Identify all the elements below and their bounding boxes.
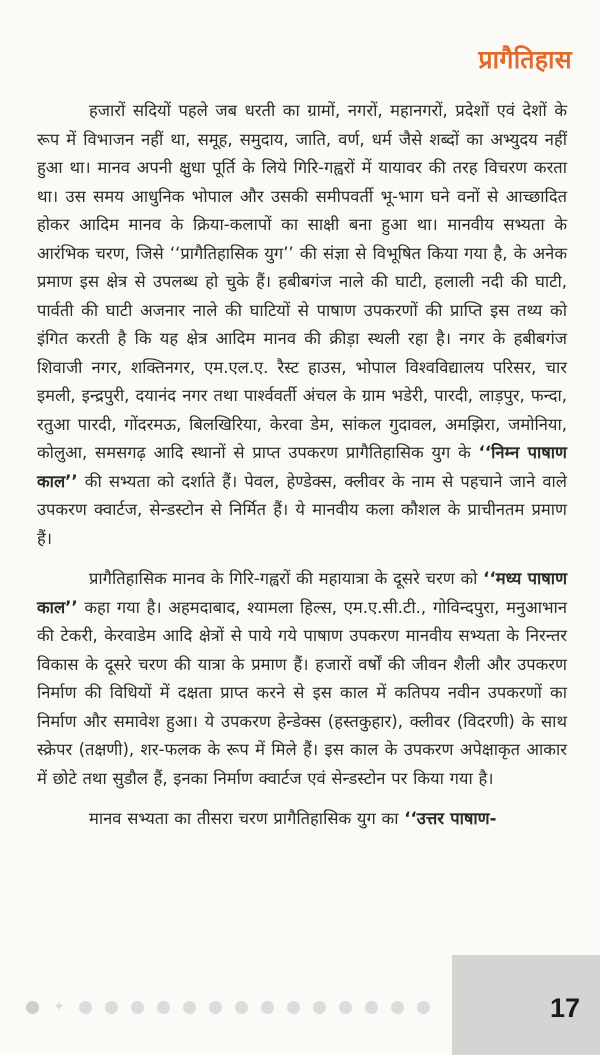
dot-icon <box>235 1001 248 1014</box>
dot-icon <box>105 1001 118 1014</box>
page-title: प्रागैतिहास <box>478 45 572 74</box>
paragraph-3-text: मानव सभ्यता का तीसरा चरण प्रागैतिहासिक युग का <box>89 809 405 828</box>
dot-icon <box>287 1001 300 1014</box>
paragraph-3-emphasis: ‘‘उत्तर पाषाण- <box>404 809 497 828</box>
paragraph-2-emphasis: ‘‘मध्य पाषाण काल’’ <box>37 569 567 617</box>
dot-icon <box>131 1001 144 1014</box>
dot-icon <box>339 1001 352 1014</box>
dot-icon <box>417 1001 430 1014</box>
paragraph-1-emphasis: ‘‘निम्न पाषाण काल’’ <box>37 443 567 491</box>
body-text <box>37 97 567 834</box>
decorative-dots <box>26 1000 430 1014</box>
paragraph-1-text-cont: की सभ्यता को दर्शाते हैं। पेवल, हेण्डेक्स, क्लीवर के नाम से पहचाने जाने वाले उपकरण क्वार्टज, सेन्डस्टोन से निर्मित हैं। ये मानवीय कला कौशल के प्राचीनतम प्रमाण हैं। <box>37 471 567 548</box>
dot-icon <box>365 1001 378 1014</box>
paragraph-2 <box>37 565 567 793</box>
page-number: 17 <box>549 993 580 1023</box>
dot-icon <box>157 1001 170 1014</box>
paragraph-3 <box>37 805 567 834</box>
dot-icon <box>313 1001 326 1014</box>
dot-icon <box>391 1001 404 1014</box>
dot-icon <box>261 1001 274 1014</box>
paragraph-1 <box>37 97 567 553</box>
dot-icon <box>183 1001 196 1014</box>
paragraph-1-text: हजारों सदियों पहले जब धरती का ग्रामों, नगरों, महानगरों, प्रदेशों एवं देशों के रूप में विभाजन नहीं था, समूह, समुदाय, जाति, वर्ण, धर्म जैसे शब्दों का अभ्युदय नहीं हुआ था। मानव अपनी क्षुधा पूर्ति के लिये गिरि-गह्वरों में यायावर की तरह विचरण करता था। उस समय आधुनिक भोपाल और उसकी समीपवर्ती भू-भाग घने वनों से आच्छादित होकर आदिम मानव के क्रिया-कलापों का साक्षी बना हुआ था। मानवीय सभ्यता के आरंभिक चरण, जिसे ‘‘प्रागैतिहासिक युग’’ की संज्ञा से विभूषित किया गया है, के अनेक प्रमाण इस क्षेत्र से उपलब्ध हो चुके हैं। हबीबगंज नाले की घाटी, हलाली नदी की घाटी, पार्वती की घाटी अजनार नाले की घाटियों से पाषाण उपकरणों की प्राप्ति इस तथ्य को इंगित करती है कि यह क्षेत्र आदिम मानव की क्रीड़ा स्थली रहा है। नगर के हबीबगंज शिवाजी नगर, शक्तिनगर, एम.एल.ए. रैस्ट हाउस, भोपाल विश्वविद्यालय परिसर, चार इमली, इन्द्रपुरी, दयानंद नगर तथा पार्श्ववर्ती अंचल के ग्राम भडेरी, पारदी, लाड़पुर, फन्दा, रतुआ पारदी, गोंदरमऊ, बिलखिरिया, केरवा डेम, सांकल गुदावल, अमझिरा, जमोनिया, कोलुआ, समसगढ़ आदि स्थानों से प्राप्त उपकरण प्रागैतिहासिक युग के <box>37 101 567 462</box>
dot-icon <box>79 1001 92 1014</box>
paragraph-2-text: प्रागैतिहासिक मानव के गिरि-गह्वरों की महायात्रा के दूसरे चरण को <box>89 569 484 588</box>
star-icon: ✦ <box>53 999 65 1015</box>
dot-icon <box>209 1001 222 1014</box>
paragraph-2-text-cont: कहा गया है। अहमदाबाद, श्यामला हिल्स, एम.ए.सी.टी., गोविन्दपुरा, मनुआभान की टेकरी, केरवाडेम आदि क्षेत्रों से पाये गये पाषाण उपकरण मानवीय सभ्यता के निरन्तर विकास के दूसरे चरण की यात्रा के प्रमाण हैं। हजारों वर्षों की जीवन शैली और उपकरण निर्माण की विधियों में दक्षता प्राप्त करने से इस काल में कतिपय नवीन उपकरणों का निर्माण और समावेश हुआ। ये उपकरण हेन्डेक्स (हस्तकुहार), क्लीवर (विदरणी) के साथ स्क्रेपर (तक्षणी), शर-फलक के रूप में मिले हैं। इस काल के उपकरण अपेक्षाकृत आकार में छोटे तथा सुडौल हैं, इनका निर्माण क्वार्टज एवं सेन्डस्टोन पर किया गया है। <box>37 597 567 788</box>
dot-icon <box>26 1001 39 1014</box>
